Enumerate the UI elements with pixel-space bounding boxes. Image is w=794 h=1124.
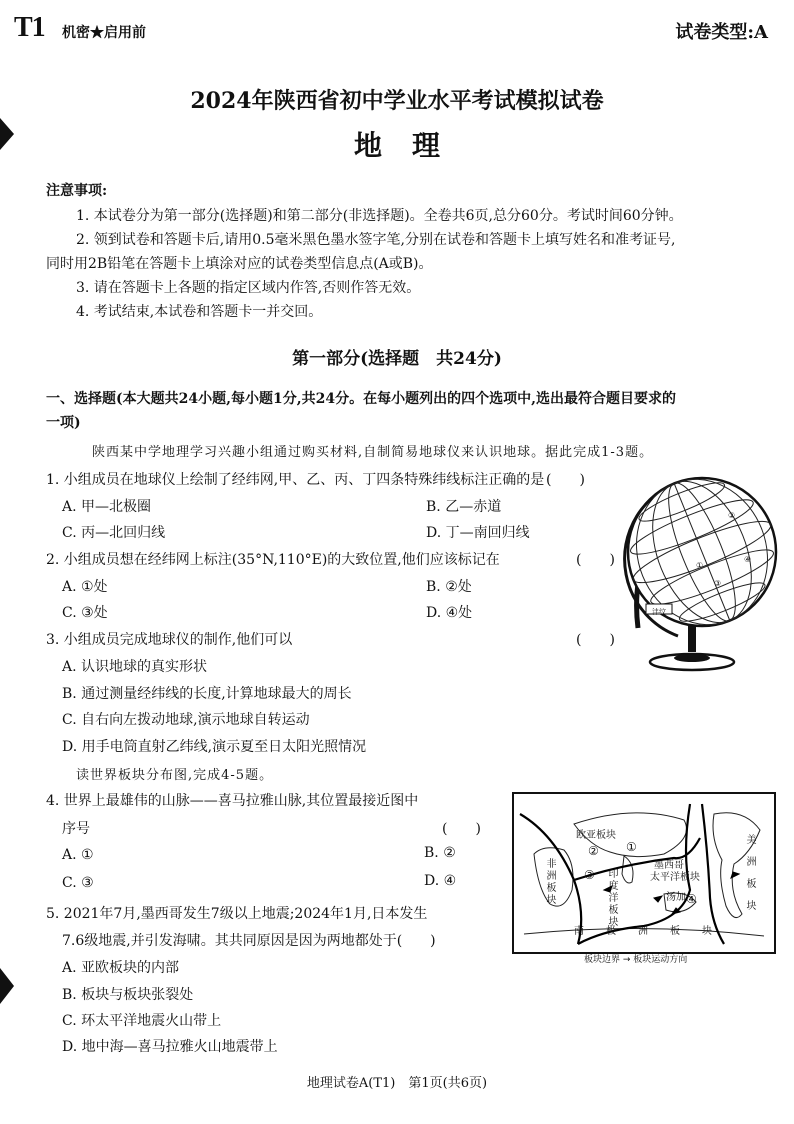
question-1-stem: 1. 小组成员在地球仪上绘制了经纬网,甲、乙、丙、丁四条特殊纬线标注正确的是: [46, 472, 545, 488]
map-marker-2: ②: [588, 844, 599, 858]
note-item: 1. 本试卷分为第一部分(选择题)和第二部分(非选择题)。全卷共6页,总分60分。考试时间60分钟。: [76, 208, 683, 224]
indian-plate-label: 印度洋板块: [606, 868, 617, 928]
svg-text:④: ④: [744, 555, 752, 564]
question-4-stem-cont: 序号: [62, 821, 90, 837]
question-5-stem-cont: 7.6级地震,并引发海啸。其共同原因是因为两地都处于( ): [62, 933, 436, 949]
america-plate-label: 美洲板块: [744, 834, 755, 922]
svg-text:②: ②: [728, 511, 736, 520]
globe-icon: [618, 458, 782, 676]
globe-figure: [618, 458, 782, 676]
part1-instruction-cont: 一项): [46, 415, 81, 431]
paper-type: 试卷类型:A: [675, 22, 768, 43]
globe-label: 沣纹: [652, 608, 666, 616]
edge-mark-bottom: [0, 968, 14, 1004]
antarctic-plate-label: 南极洲板块: [574, 926, 734, 937]
q2-option-b: B. ②处: [426, 579, 472, 595]
eurasia-plate-label: 欧亚板块: [576, 830, 616, 841]
q5-option-a: A. 亚欧板块的内部: [62, 960, 180, 976]
page-footer: 地理试卷A(T1) 第1页(共6页): [306, 1076, 488, 1091]
note-item: 同时用2B铅笔在答题卡上填涂对应的试卷类型信息点(A或B)。: [46, 256, 433, 272]
exam-title: 2024年陕西省初中学业水平考试模拟试卷: [190, 88, 604, 114]
answer-paren: ( ): [442, 821, 481, 837]
note-item: 4. 考试结束,本试卷和答题卡一并交回。: [76, 304, 323, 320]
svg-text:①: ①: [696, 561, 704, 570]
plate-map-legend: 板块边界 → 板块运动方向: [584, 955, 688, 965]
africa-plate-label: 非洲板块: [544, 858, 555, 906]
intro-text: 读世界板块分布图,完成4-5题。: [76, 768, 274, 783]
intro-text: 陕西某中学地理学习兴趣小组通过购买材料,自制简易地球仪来认识地球。据此完成1-3题。: [92, 445, 654, 460]
map-marker-1: ①: [626, 840, 637, 854]
subject-title: 地理: [353, 129, 470, 162]
answer-paren: ( ): [546, 472, 585, 488]
question-3-stem: 3. 小组成员完成地球仪的制作,他们可以: [46, 632, 293, 648]
paper-badge: T1: [14, 12, 45, 43]
q4-option-b: B. ②: [424, 845, 456, 861]
q1-option-d: D. 丁—南回归线: [426, 525, 530, 541]
q2-option-d: D. ④处: [426, 605, 473, 621]
map-marker-3: ③: [584, 868, 595, 882]
notes-heading: 注意事项:: [46, 183, 108, 199]
question-5-stem: 5. 2021年7月,墨西哥发生7级以上地震;2024年1月,日本发生: [46, 906, 428, 922]
question-2-stem: 2. 小组成员想在经纬网上标注(35°N,110°E)的大致位置,他们应该标记在: [46, 552, 500, 568]
part1-title: 第一部分(选择题 共24分): [292, 349, 502, 369]
tonga-label: 汤加: [666, 892, 686, 903]
q1-option-b: B. 乙—赤道: [426, 499, 502, 515]
answer-paren: ( ): [576, 632, 615, 648]
q4-option-a: A. ①: [62, 847, 94, 863]
map-marker-4: ④: [686, 892, 697, 906]
q3-option-d: D. 用手电筒直射乙纬线,演示夏至日太阳光照情况: [62, 739, 367, 755]
answer-paren: ( ): [576, 552, 615, 568]
q5-option-c: C. 环太平洋地震火山带上: [62, 1013, 222, 1029]
pacific-plate-label: 太平洋板块: [650, 872, 700, 883]
note-item: 2. 领到试卷和答题卡后,请用0.5毫米黑色墨水签字笔,分别在试卷和答题卡上填写姓名和准考证号,: [76, 232, 676, 248]
q5-option-d: D. 地中海—喜马拉雅火山地震带上: [62, 1039, 278, 1055]
question-4-stem: 4. 世界上最雄伟的山脉——喜马拉雅山脉,其位置最接近图中: [46, 793, 419, 809]
q3-option-c: C. 自右向左拨动地球,演示地球自转运动: [62, 712, 310, 728]
q1-option-c: C. 丙—北回归线: [62, 525, 166, 541]
mexico-label: 墨西哥: [654, 860, 684, 871]
q2-option-c: C. ③处: [62, 605, 108, 621]
q5-option-b: B. 板块与板块张裂处: [62, 987, 194, 1003]
secret-label: 机密★启用前: [62, 25, 146, 41]
plate-map: [512, 792, 776, 954]
q1-option-a: A. 甲—北极圈: [62, 499, 152, 515]
part1-instruction: 一、选择题(本大题共24小题,每小题1分,共24分。在每小题列出的四个选项中,选出最符合题目要求的: [46, 391, 676, 407]
q2-option-a: A. ①处: [62, 579, 108, 595]
q3-option-b: B. 通过测量经纬线的长度,计算地球最大的周长: [62, 686, 352, 702]
q3-option-a: A. 认识地球的真实形状: [62, 659, 208, 675]
q4-option-c: C. ③: [62, 875, 94, 891]
note-item: 3. 请在答题卡上各题的指定区域内作答,否则作答无效。: [76, 280, 421, 296]
q4-option-d: D. ④: [424, 873, 457, 889]
svg-text:③: ③: [714, 579, 722, 588]
